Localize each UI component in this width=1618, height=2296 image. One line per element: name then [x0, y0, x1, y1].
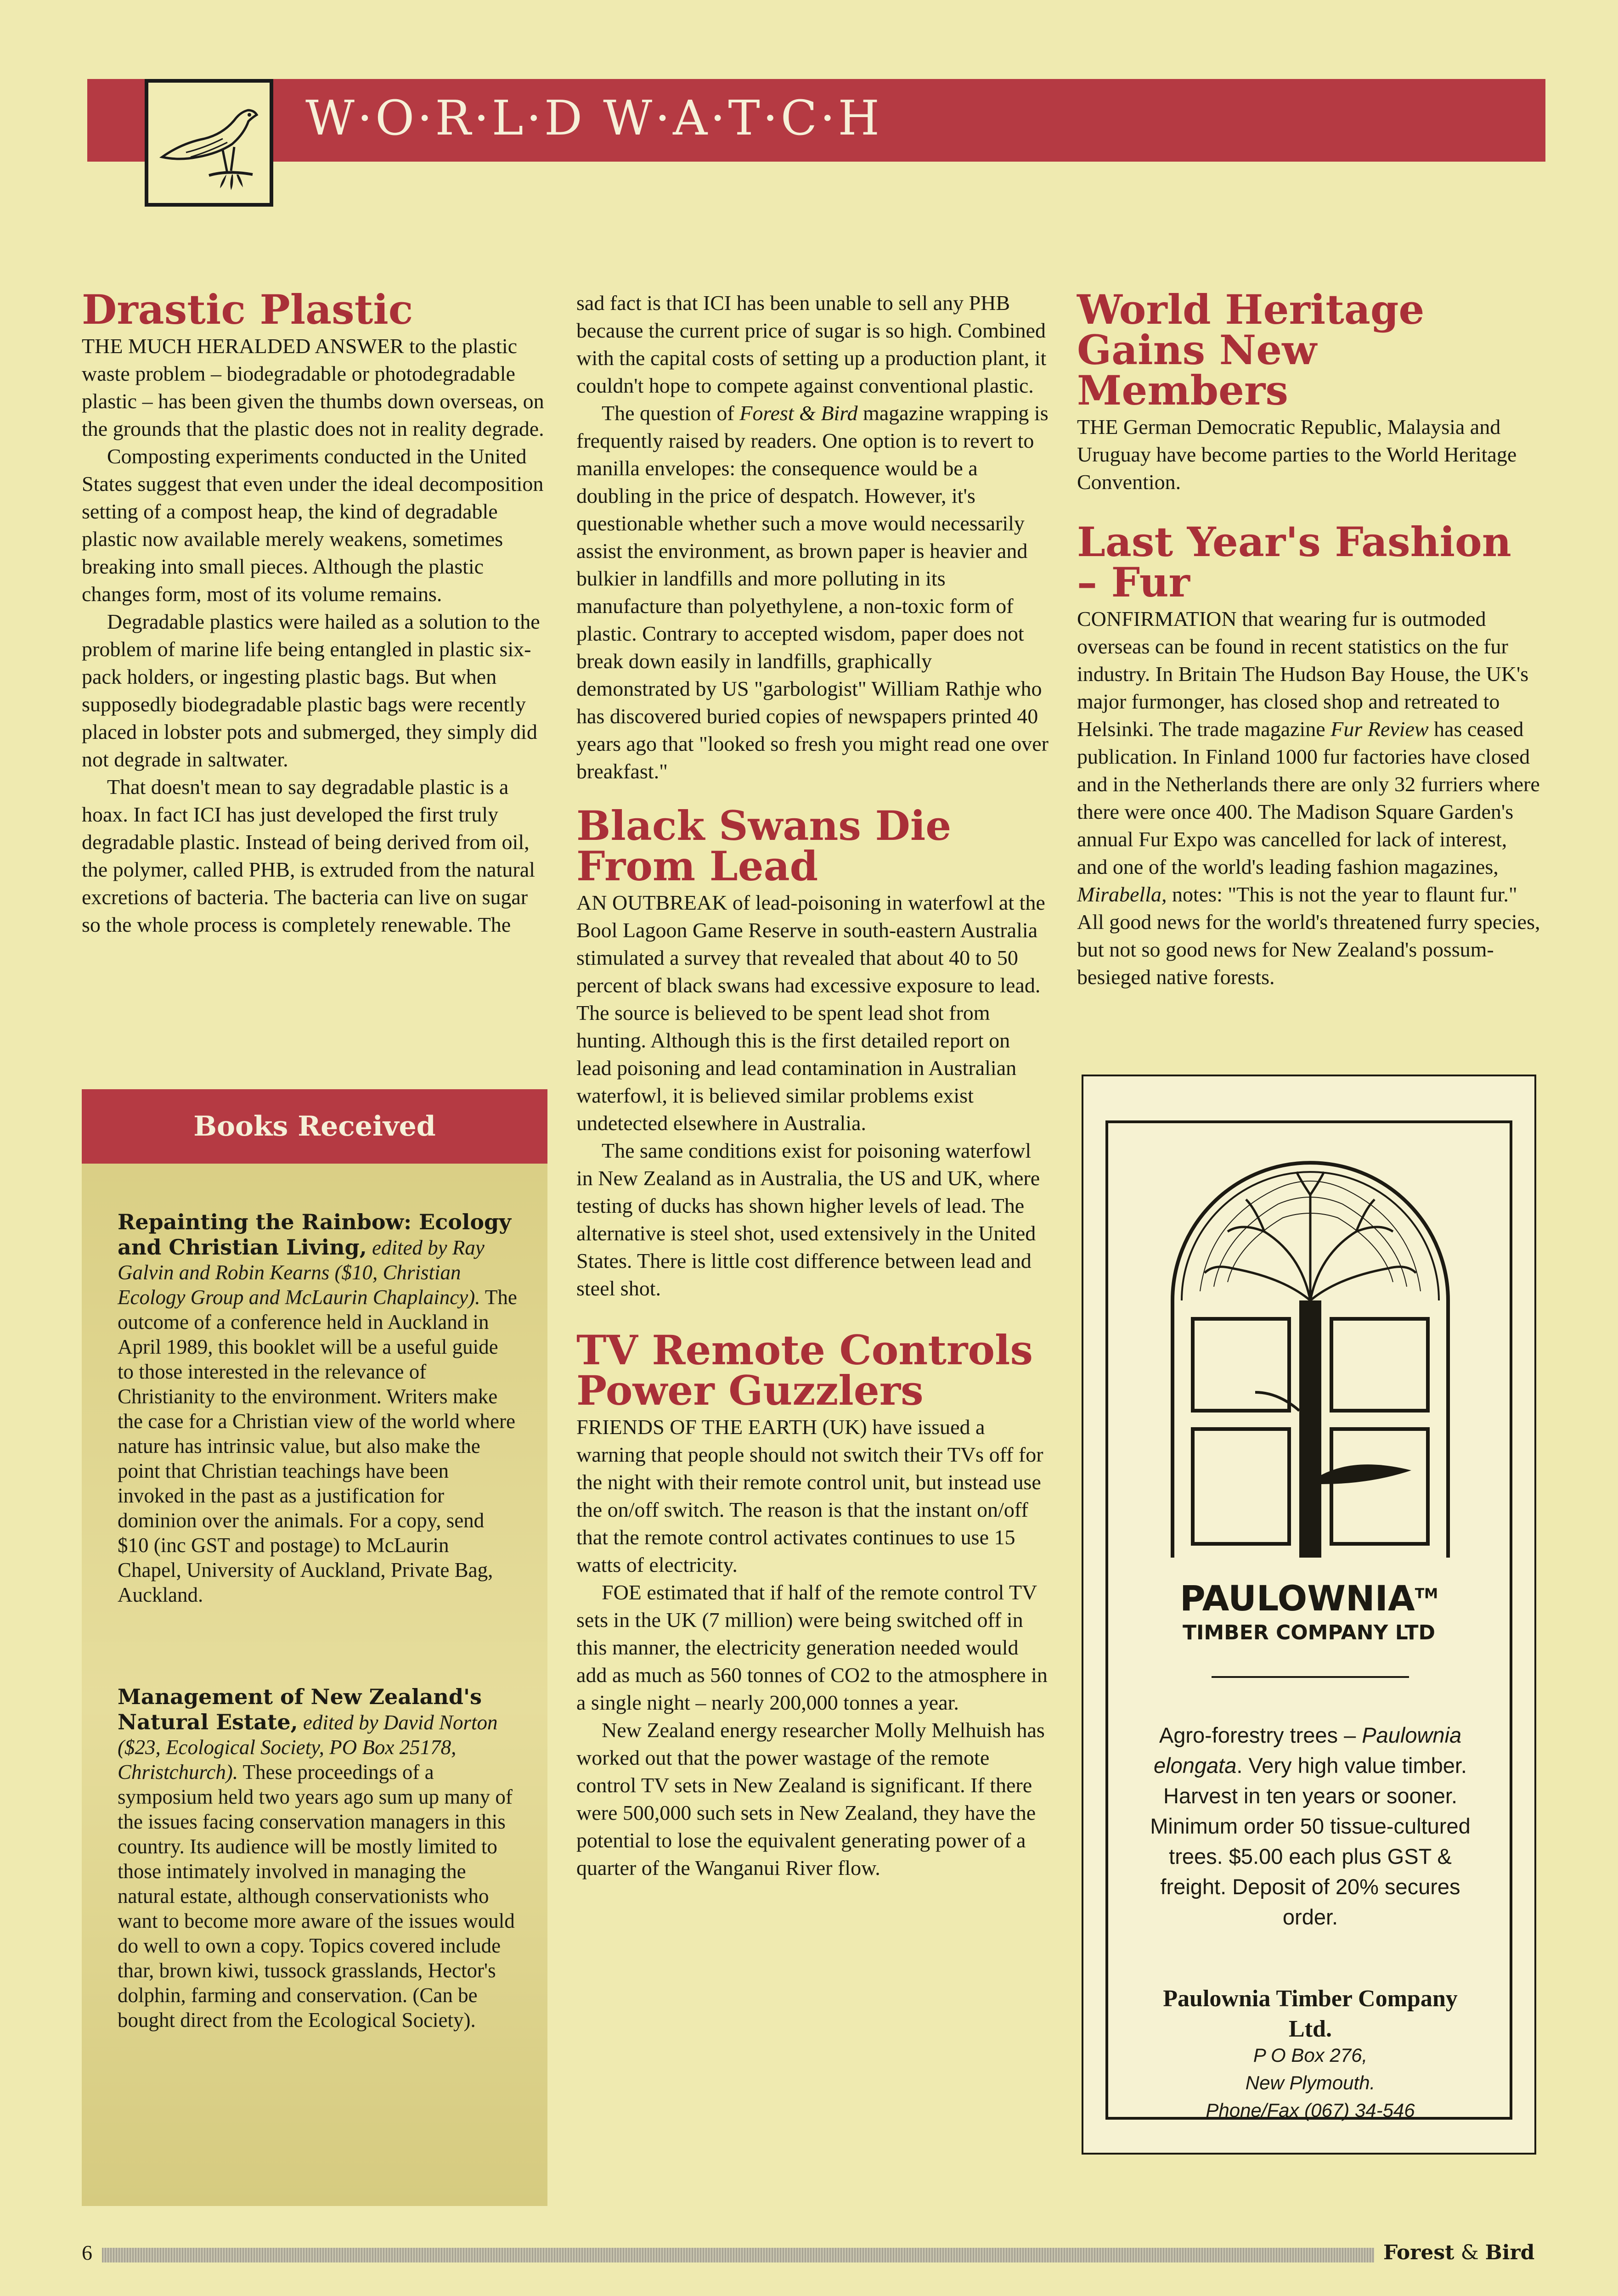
column-middle: [576, 289, 1049, 1882]
article-world-heritage: [1077, 413, 1541, 496]
article-black-swans: [576, 889, 1049, 1302]
ad-frame: [1105, 1120, 1512, 2120]
brand-name: PAULOWNIA: [1179, 1578, 1415, 1619]
trademark: TM: [1415, 1586, 1438, 1602]
divider: [1212, 1676, 1409, 1678]
books-received-header: Books Received: [82, 1089, 547, 1164]
ad-body: [1145, 1720, 1476, 1932]
article-continued: [576, 289, 1049, 785]
text-run: Agro-forestry trees –: [1159, 1723, 1362, 1747]
headline-world-heritage: World Heritage Gains New Members: [1077, 286, 1425, 414]
ad-company-name: Paulownia Timber Company Ltd.: [1163, 1986, 1458, 2042]
text-run: Forest: [1383, 2241, 1455, 2264]
text-run: The question of: [602, 401, 740, 425]
article-drastic-plastic: [82, 286, 546, 939]
page-number: 6: [82, 2241, 92, 2264]
text-run: CONFIRMATION that wearing fur is outmoded overseas can be found in recent statistics on the fur industry. In Britain The Hudson Bay House, the UK's major furmonger, has closed shop and retreated to Helsinki. The trade magazine: [1077, 607, 1529, 741]
book-review: These proceedings of a symposium held two years ago sum up many of the issues facing conservation managers in this country. Its audience will be mostly limited to those intimately involved in managing the natural estate, although conservationists who want to become more aware of the issues would do well to own a copy. Topics covered include thar, brown kiwi, tussock grasslands, Hector's dolphin, farming and conservation. (Can be bought direct from the Ecological Society).: [118, 1761, 515, 2032]
phone-fax: Phone/Fax (067) 34-546: [1206, 2099, 1415, 2121]
text-run: &: [1454, 2241, 1485, 2264]
paragraph: sad fact is that ICI has been unable to sell any PHB because the current price of sugar is so high. Combined with the capital costs of setting up a production plant, it couldn't hope to compete against conventional plastic.: [576, 291, 1047, 397]
magazine-name: Forest & Bird: [739, 401, 858, 425]
bird-logo-box: [145, 79, 273, 207]
paragraph: Composting experiments conducted in the United States suggest that even under the ideal decomposition setting of a compost heap, the kind of degradable plastic now available merely weakens, sometimes breaking into small pieces. Although the plastic changes form, most of its volume remains.: [82, 445, 544, 606]
book-entry: [118, 1684, 517, 2032]
headline-drastic-plastic: Drastic Plastic: [82, 286, 413, 333]
article-body: [82, 332, 546, 939]
column-right: [1077, 286, 1541, 991]
book-editor: edited by David Norton ($23, Ecological Society, PO Box 25178, Christchurch).: [118, 1711, 498, 1784]
book-editor: edited by Ray Galvin and Robin Kearns ($10, Christian Ecology Group and McLaurin Chaplaincy).: [118, 1236, 485, 1309]
ad-brand: [1108, 1578, 1510, 1619]
text-run: Bird: [1485, 2241, 1535, 2264]
book-title: Management of New Zealand's Natural Estate,: [118, 1684, 482, 1734]
book-review: The outcome of a conference held in Auckland in April 1989, this booklet will be a useful guide to those interested in the relevance of Christianity to the environment. Writers make the case for a Christian view of the world where nature has intrinsic value, but also make the point that Christian teachings have been invoked in the past as a justification for dominion over the animals. For a copy, send $10 (inc GST and postage) to McLaurin Chapel, University of Auckland, Private Bag, Auckland.: [118, 1286, 517, 1606]
publication-name: [1383, 2240, 1534, 2266]
species-name: Paulownia elongata: [1154, 1723, 1462, 1778]
paragraph: THE MUCH HERALDED ANSWER to the plastic waste problem – biodegradable or photodegradable plastic – has been given the thumbs down overseas, on the grounds that the plastic does not in reality degrade.: [82, 334, 544, 440]
address-line: P O Box 276,: [1253, 2044, 1368, 2066]
paragraph: New Zealand energy researcher Molly Melhuish has worked out that the power wastage of the remote control TV sets in New Zealand is significant. If there were 500,000 such sets in New Zealand, they have the potential to lose the equivalent generating power of a quarter of the Wanganui River flow.: [576, 1718, 1045, 1880]
section-title: W·O·R·L·D W·A·T·C·H: [305, 90, 883, 146]
paragraph: Degradable plastics were hailed as a solution to the problem of marine life being entangled in plastic six-pack holders, or ingesting plastic bags. But when supposedly biodegradable plastic bags were recently placed in lobster pots and submerged, they simply did not degrade in saltwater.: [82, 610, 540, 771]
bird-on-branch-icon: [154, 88, 264, 198]
paragraph: THE German Democratic Republic, Malaysia and Uruguay have become parties to the World Heritage Convention.: [1077, 415, 1517, 494]
footer-rule: [102, 2248, 1374, 2262]
headline-fashion-fur: Last Year's Fashion – Fur: [1077, 518, 1511, 606]
headline-black-swans: Black Swans Die From Lead: [576, 802, 952, 890]
books-received-box: [82, 1089, 547, 2206]
text-run: . Very high value timber. Harvest in ten years or sooner. Minimum order 50 tissue-cultured trees. $5.00 each plus GST & freight. Deposit of 20% secures order.: [1150, 1753, 1471, 1929]
paragraph: [1077, 605, 1541, 991]
book-title: Repainting the Rainbow: Ecology and Christian Living,: [118, 1210, 511, 1260]
paulownia-tree-window-icon: [1163, 1154, 1457, 1558]
paragraph: FOE estimated that if half of the remote control TV sets in the UK (7 million) were being switched off in this manner, the electricity generation needed would add as much as 560 tonnes of CO2 to the atmosphere in a single night – nearly 200,000 tonnes a year.: [576, 1581, 1048, 1714]
article-tv-remote: [576, 1413, 1049, 1882]
paragraph: AN OUTBREAK of lead-poisoning in waterfowl at the Bool Lagoon Game Reserve in south-eastern Australia stimulated a survey that revealed that about 40 to 50 percent of black swans had excessive exposure to lead. The source is believed to be spent lead shot from hunting. Although this is the first detailed report on lead poisoning and lead contamination in Australian waterfowl, it is believed similar problems exist undetected elsewhere in Australia.: [576, 891, 1045, 1135]
text-run: notes: "This is not the year to flaunt fur." All good news for the world's threatened furry species, but not so good news for New Zealand's possum-besieged native forests.: [1077, 883, 1540, 989]
paragraph: The same conditions exist for poisoning waterfowl in New Zealand as in Australia, the US and UK, where testing of ducks has shown higher levels of lead. The alternative is steel shot, used extensively in the United States. There is little cost difference between lead and steel shot.: [576, 1139, 1040, 1300]
paragraph: [576, 400, 1049, 785]
ad-company-subtitle: TIMBER COMPANY LTD: [1183, 1621, 1435, 1644]
book-entry: [118, 1210, 517, 1607]
ad-contact: [1145, 2042, 1476, 2124]
address-line: New Plymouth.: [1245, 2072, 1376, 2093]
magazine-name: Mirabella,: [1077, 883, 1167, 906]
magazine-name: Fur Review: [1330, 717, 1429, 741]
paragraph: That doesn't mean to say degradable plastic is a hoax. In fact ICI has just developed the first truly degradable plastic. Instead of being derived from oil, the polymer, called PHB, is extruded from the natural excretions of bacteria. The bacteria can live on sugar so the whole process is completely renewable. The: [82, 775, 535, 936]
paragraph: FRIENDS OF THE EARTH (UK) have issued a warning that people should not switch their TVs off for the night with their remote control unit, but instead use the on/off switch. The reason is that the instant on/off that the remote control activates continues to use 15 watts of electricity.: [576, 1415, 1043, 1576]
text-run: has ceased publication. In Finland 1000 fur factories have closed and in the Netherlands there are only 32 furriers where there were once 400. The Madison Square Garden's annual Fur Expo was cancelled for lack of interest, and one of the world's leading fashion magazines,: [1077, 717, 1540, 878]
headline-tv-remote: TV Remote Controls Power Guzzlers: [576, 1326, 1033, 1414]
text-run: magazine wrapping is frequently raised by readers. One option is to revert to manilla envelopes: the consequence would be a doubling in the price of despatch. However, it's questionable whether such a move would necessarily assist the environment, as brown paper is heavier and bulkier in landfills and more polluting in its manufacture than polyethylene, a non-toxic form of plastic. Contrary to accepted wisdom, paper does not break down easily in landfills, graphically demonstrated by US "garbologist" William Rathje who has discovered buried copies of newspapers printed 40 years ago that "looked so fresh you might read one over breakfast.": [576, 401, 1049, 783]
paulownia-advertisement: [1082, 1075, 1536, 2155]
article-fashion-fur: [1077, 605, 1541, 991]
